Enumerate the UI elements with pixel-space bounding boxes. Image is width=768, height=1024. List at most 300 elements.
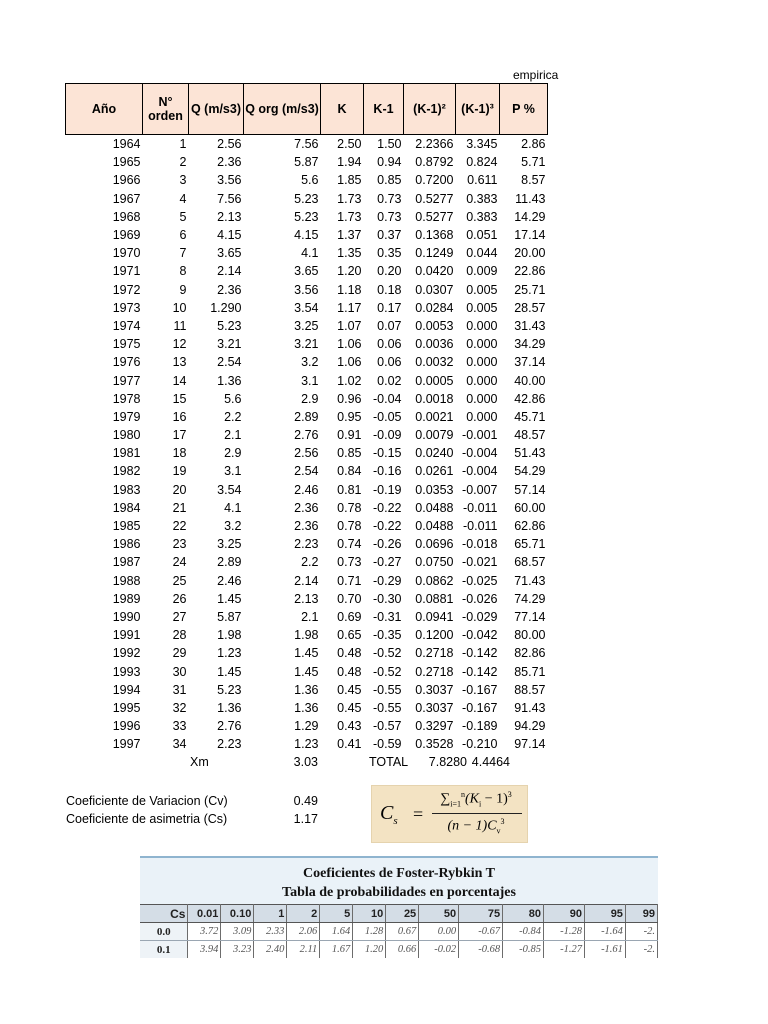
cell-q-org: 2.2: [301, 555, 319, 570]
cell-q: 7.56: [217, 191, 242, 206]
cell-year: 1993: [112, 664, 141, 679]
cell-k-minus-1-squared: 0.0261: [415, 464, 454, 479]
cell-k-minus-1: 0.20: [377, 264, 402, 279]
foster-rybkin-cell: 3.09: [221, 923, 254, 941]
cell-year: 1989: [112, 591, 141, 606]
cell-k-minus-1-cubed: -0.025: [462, 573, 498, 588]
cell-q: 4.1: [224, 500, 242, 515]
cell-probability: 31.43: [514, 318, 546, 333]
foster-rybkin-header-cell: 1: [254, 905, 287, 923]
foster-rybkin-table: [140, 904, 658, 958]
cell-year: 1986: [112, 537, 141, 552]
cell-k: 0.69: [337, 609, 362, 624]
cell-probability: 62.86: [514, 519, 546, 534]
cell-k: 0.70: [337, 591, 362, 606]
cell-k-minus-1-cubed: -0.011: [462, 519, 498, 534]
cell-k: 1.18: [337, 282, 362, 297]
table-row: [66, 244, 548, 262]
cell-k-minus-1-squared: 0.0488: [415, 500, 454, 515]
cell-q: 2.46: [217, 573, 242, 588]
cell-q-org: 2.1: [301, 609, 319, 624]
cell-year: 1966: [112, 173, 141, 188]
table-row: [66, 190, 548, 208]
cell-q-org: 2.13: [294, 591, 319, 606]
cell-k-minus-1-squared: 0.3037: [415, 700, 454, 715]
cell-q-org: 2.46: [294, 482, 319, 497]
cell-year: 1988: [112, 573, 141, 588]
cell-probability: 22.86: [514, 264, 546, 279]
foster-rybkin-cell: -0.67: [459, 923, 503, 941]
cell-probability: 85.71: [514, 664, 546, 679]
foster-rybkin-cell: -0.85: [503, 941, 544, 959]
foster-rybkin-header-cell: 2: [287, 905, 320, 923]
cell-q: 2.76: [217, 719, 242, 734]
table-row: [66, 717, 548, 735]
table-row: [66, 171, 548, 189]
cell-k-minus-1-cubed: -0.189: [462, 719, 498, 734]
cell-q: 2.14: [217, 264, 242, 279]
cell-order: 22: [172, 519, 187, 534]
cell-year: 1994: [112, 682, 141, 697]
table-row: [66, 353, 548, 371]
cell-k-minus-1-cubed: 0.000: [466, 409, 498, 424]
foster-rybkin-cell: 2.06: [287, 923, 320, 941]
cell-q: 2.9: [224, 446, 242, 461]
cell-k-minus-1: -0.30: [373, 591, 402, 606]
cell-k: 0.45: [337, 700, 362, 715]
cell-k-minus-1-squared: 0.0032: [415, 355, 454, 370]
cell-k: 0.85: [337, 446, 362, 461]
cell-k: 1.85: [337, 173, 362, 188]
cell-q-org: 3.1: [301, 373, 319, 388]
cell-q-org: 7.56: [294, 137, 319, 152]
cell-k-minus-1: -0.04: [373, 391, 402, 406]
cell-k: 1.73: [337, 191, 362, 206]
foster-rybkin-title: Coeficientes de Foster-Rybkin T: [303, 866, 495, 881]
cell-k: 1.06: [337, 337, 362, 352]
table-row: [66, 281, 548, 299]
cell-k-minus-1-cubed: -0.004: [462, 446, 498, 461]
cell-year: 1995: [112, 700, 141, 715]
cell-q-org: 5.87: [294, 155, 319, 170]
cell-q: 1.36: [217, 700, 242, 715]
cell-order: 2: [179, 155, 187, 170]
cell-q-org: 3.25: [294, 318, 319, 333]
formula-fraction-bar: [432, 813, 522, 814]
cell-k-minus-1-squared: 0.5277: [415, 191, 454, 206]
cell-order: 28: [172, 628, 187, 643]
cell-k-minus-1: 0.06: [377, 337, 402, 352]
table-row: [66, 481, 548, 499]
cell-probability: 82.86: [514, 646, 546, 661]
cell-k: 2.50: [337, 137, 362, 152]
cell-k-minus-1: -0.29: [373, 573, 402, 588]
cell-k-minus-1-cubed: -0.142: [462, 664, 498, 679]
foster-rybkin-cell: 1.64: [320, 923, 353, 941]
total-label: TOTAL: [369, 755, 409, 769]
cell-k-minus-1-squared: 0.1368: [415, 228, 454, 243]
cell-k-minus-1: 0.73: [377, 209, 402, 224]
cell-year: 1978: [112, 391, 141, 406]
cell-k-minus-1-cubed: -0.007: [462, 482, 498, 497]
cell-year: 1985: [112, 519, 141, 534]
cell-q: 3.2: [224, 519, 242, 534]
cell-k-minus-1-cubed: 0.005: [466, 300, 498, 315]
col-header-k-minus-1-cubed: (K-1)³: [456, 84, 500, 135]
cell-k-minus-1: -0.55: [373, 700, 402, 715]
cell-q-org: 1.23: [294, 737, 319, 752]
cv-value: 0.49: [293, 794, 318, 808]
cell-k-minus-1-cubed: -0.021: [462, 555, 498, 570]
table-row: [66, 517, 548, 535]
cell-k-minus-1: 0.18: [377, 282, 402, 297]
cell-year: 1990: [112, 609, 141, 624]
cell-year: 1979: [112, 409, 141, 424]
cell-probability: 17.14: [514, 228, 546, 243]
cell-k-minus-1-cubed: 3.345: [466, 137, 498, 152]
cell-order: 32: [172, 700, 187, 715]
cell-q: 2.36: [217, 155, 242, 170]
cell-k: 0.91: [337, 428, 362, 443]
cell-probability: 77.14: [514, 609, 546, 624]
table-row: [66, 262, 548, 280]
col-header-order: N° orden: [143, 84, 189, 135]
cell-k-minus-1: -0.59: [373, 737, 402, 752]
foster-rybkin-header-cell: 95: [584, 905, 625, 923]
cell-k-minus-1-cubed: -0.029: [462, 609, 498, 624]
foster-rybkin-header-cell: 99: [625, 905, 657, 923]
cell-k-minus-1: 0.85: [377, 173, 402, 188]
foster-rybkin-cell: -0.68: [459, 941, 503, 959]
cell-k-minus-1-squared: 0.0750: [415, 555, 454, 570]
cell-q: 2.54: [217, 355, 242, 370]
cell-probability: 60.00: [514, 500, 546, 515]
foster-rybkin-cell: 3.72: [188, 923, 221, 941]
table-row: [66, 553, 548, 571]
cell-year: 1974: [112, 318, 141, 333]
cell-k-minus-1-cubed: -0.011: [462, 500, 498, 515]
cell-order: 16: [172, 409, 187, 424]
cell-order: 9: [179, 282, 187, 297]
cell-order: 18: [172, 446, 187, 461]
cell-year: 1972: [112, 282, 141, 297]
cell-probability: 51.43: [514, 446, 546, 461]
cell-probability: 28.57: [514, 300, 546, 315]
cell-q: 3.25: [217, 537, 242, 552]
cell-q-org: 2.54: [294, 464, 319, 479]
cell-q: 2.36: [217, 282, 242, 297]
table-row: [66, 135, 548, 154]
cell-year: 1984: [112, 500, 141, 515]
foster-rybkin-row: [140, 923, 658, 941]
cell-k: 1.06: [337, 355, 362, 370]
cell-q-org: 2.76: [294, 428, 319, 443]
cell-q: 3.56: [217, 173, 242, 188]
cell-probability: 14.29: [514, 209, 546, 224]
cell-order: 33: [172, 719, 187, 734]
cell-q-org: 2.56: [294, 446, 319, 461]
table-row: [66, 335, 548, 353]
cell-k-minus-1-cubed: 0.383: [466, 209, 498, 224]
cell-q: 2.13: [217, 209, 242, 224]
cell-k-minus-1: -0.15: [373, 446, 402, 461]
cell-k: 1.17: [337, 300, 362, 315]
table-row: [66, 462, 548, 480]
cell-year: 1987: [112, 555, 141, 570]
cell-q: 1.36: [217, 373, 242, 388]
cell-year: 1992: [112, 646, 141, 661]
foster-rybkin-cell: -0.84: [503, 923, 544, 941]
table-row: [66, 390, 548, 408]
cell-k-minus-1-squared: 0.7200: [415, 173, 454, 188]
total-cubed-value: 4.4464: [471, 755, 510, 769]
foster-rybkin-header-cell: 25: [386, 905, 419, 923]
foster-rybkin-cell: -2.: [625, 941, 657, 959]
cell-k-minus-1: -0.35: [373, 628, 402, 643]
cell-year: 1973: [112, 300, 141, 315]
foster-rybkin-header-cell: 10: [353, 905, 386, 923]
cell-probability: 5.71: [521, 155, 546, 170]
cs-formula-image: [371, 785, 528, 843]
cell-k-minus-1: -0.26: [373, 537, 402, 552]
foster-rybkin-cell: -1.61: [584, 941, 625, 959]
cell-probability: 57.14: [514, 482, 546, 497]
cell-q-org: 4.1: [301, 246, 319, 261]
table-row: [66, 299, 548, 317]
cell-q: 3.65: [217, 246, 242, 261]
cell-k-minus-1-squared: 0.3037: [415, 682, 454, 697]
cell-k-minus-1-cubed: 0.009: [466, 264, 498, 279]
col-header-q: Q (m/s3): [189, 84, 244, 135]
cell-k-minus-1-cubed: -0.026: [462, 591, 498, 606]
cell-q: 2.2: [224, 409, 242, 424]
cell-k-minus-1-cubed: 0.611: [467, 173, 498, 188]
cell-order: 26: [172, 591, 187, 606]
cell-order: 13: [172, 355, 187, 370]
cell-k-minus-1-cubed: -0.001: [462, 428, 498, 443]
cell-probability: 25.71: [514, 282, 546, 297]
table-row: [66, 626, 548, 644]
table-row: [66, 371, 548, 389]
cell-q-org: 5.23: [294, 209, 319, 224]
cell-k-minus-1-squared: 2.2366: [415, 137, 454, 152]
foster-rybkin-header-cell: 0.01: [188, 905, 221, 923]
cell-k-minus-1-squared: 0.0862: [415, 573, 454, 588]
cell-order: 19: [172, 464, 187, 479]
cell-probability: 74.29: [514, 591, 546, 606]
cell-order: 17: [172, 428, 187, 443]
cell-order: 1: [179, 137, 187, 152]
table-row: [66, 735, 548, 753]
foster-rybkin-header-row: [140, 905, 658, 923]
cell-k: 1.73: [337, 209, 362, 224]
cell-k: 0.48: [337, 664, 362, 679]
cell-k-minus-1-cubed: -0.018: [462, 537, 498, 552]
cell-k: 1.35: [337, 246, 362, 261]
cell-k: 1.94: [337, 155, 362, 170]
cell-q: 4.15: [217, 228, 242, 243]
cell-year: 1969: [112, 228, 141, 243]
cell-probability: 80.00: [514, 628, 546, 643]
xm-value: 3.03: [293, 755, 318, 769]
foster-rybkin-cell: 0.1: [140, 941, 188, 959]
cell-k-minus-1-cubed: 0.383: [466, 191, 498, 206]
foster-rybkin-cell: 0.00: [419, 923, 459, 941]
foster-rybkin-cell: 1.20: [353, 941, 386, 959]
xm-label: Xm: [190, 755, 209, 769]
table-row: [66, 408, 548, 426]
cell-k-minus-1-cubed: -0.167: [462, 682, 498, 697]
cell-order: 20: [172, 482, 187, 497]
foster-rybkin-header-cell: 90: [544, 905, 585, 923]
table-row: [66, 644, 548, 662]
cell-q-org: 1.98: [294, 628, 319, 643]
foster-rybkin-cell: 0.67: [386, 923, 419, 941]
foster-rybkin-row: [140, 941, 658, 959]
cell-probability: 11.43: [515, 191, 546, 206]
cell-probability: 20.00: [514, 246, 546, 261]
cell-k: 1.02: [337, 373, 362, 388]
cell-k-minus-1: -0.57: [373, 719, 402, 734]
table-row: [66, 426, 548, 444]
cell-order: 4: [179, 191, 187, 206]
col-header-year: Año: [66, 84, 143, 135]
cell-k-minus-1-squared: 0.0079: [415, 428, 454, 443]
cell-q-org: 5.23: [294, 191, 319, 206]
cell-probability: 45.71: [514, 409, 546, 424]
cell-k: 0.84: [337, 464, 362, 479]
table-header-row: [66, 84, 548, 135]
cell-order: 34: [172, 737, 187, 752]
cell-year: 1976: [112, 355, 141, 370]
cell-k-minus-1-squared: 0.0240: [415, 446, 454, 461]
cell-k-minus-1-cubed: 0.824: [466, 155, 498, 170]
table-row: [66, 572, 548, 590]
foster-rybkin-cell: 2.11: [287, 941, 320, 959]
cell-k-minus-1-squared: 0.0021: [415, 409, 454, 424]
cell-q: 3.54: [217, 482, 242, 497]
cell-k-minus-1-squared: 0.0881: [415, 591, 454, 606]
table-row: [66, 699, 548, 717]
foster-rybkin-cell: 3.23: [221, 941, 254, 959]
cell-order: 5: [179, 209, 187, 224]
cell-year: 1991: [112, 628, 141, 643]
table-body: [66, 135, 548, 754]
cell-year: 1980: [112, 428, 141, 443]
cell-probability: 34.29: [514, 337, 546, 352]
cell-k-minus-1-squared: 0.0307: [415, 282, 454, 297]
table-row: [66, 590, 548, 608]
cell-k-minus-1-cubed: 0.000: [466, 373, 498, 388]
cell-probability: 97.14: [514, 737, 546, 752]
col-header-k-minus-1: K-1: [364, 84, 404, 135]
cell-q-org: 1.36: [294, 682, 319, 697]
cell-k-minus-1: 0.07: [377, 318, 402, 333]
cell-q-org: 1.29: [294, 719, 319, 734]
empirica-note: empirica: [513, 68, 559, 82]
cell-q-org: 1.36: [294, 700, 319, 715]
cell-q: 2.89: [217, 555, 242, 570]
cell-q: 2.56: [217, 137, 242, 152]
cell-order: 6: [179, 228, 187, 243]
cell-probability: 48.57: [514, 428, 546, 443]
cell-probability: 68.57: [514, 555, 546, 570]
cell-q-org: 3.2: [301, 355, 319, 370]
cell-k: 1.20: [337, 264, 362, 279]
table-row: [66, 153, 548, 171]
cell-probability: 8.57: [521, 173, 546, 188]
cell-order: 24: [172, 555, 187, 570]
foster-rybkin-cell: 0.0: [140, 923, 188, 941]
col-header-k: K: [321, 84, 364, 135]
cell-probability: 37.14: [514, 355, 546, 370]
cell-q: 2.23: [217, 737, 242, 752]
foster-rybkin-cell: -2.: [625, 923, 657, 941]
cell-k-minus-1: -0.52: [373, 664, 402, 679]
cell-k: 0.81: [337, 482, 362, 497]
cell-order: 3: [179, 173, 187, 188]
cell-k-minus-1: -0.22: [373, 500, 402, 515]
cell-k-minus-1: -0.55: [373, 682, 402, 697]
formula-denominator: $(n - 1)C_v^3$: [447, 817, 505, 836]
table-row: [66, 608, 548, 626]
flow-data-table: [65, 83, 548, 753]
table-row: [66, 535, 548, 553]
col-header-probability: P %: [500, 84, 548, 135]
cell-k-minus-1-squared: 0.0284: [415, 300, 454, 315]
cell-q: 3.1: [224, 464, 242, 479]
cell-q: 5.87: [217, 609, 242, 624]
cell-k-minus-1-cubed: 0.051: [466, 228, 498, 243]
foster-rybkin-cell: 3.94: [188, 941, 221, 959]
cell-probability: 54.29: [514, 464, 546, 479]
cell-probability: 65.71: [514, 537, 546, 552]
cell-k-minus-1-cubed: -0.004: [462, 464, 498, 479]
cell-k-minus-1: 0.02: [377, 373, 402, 388]
formula-numerator: $\sum_{i=1}^n(K_i - 1)^3$: [440, 790, 512, 809]
cell-q-org: 2.14: [294, 573, 319, 588]
cell-k-minus-1-squared: 0.0005: [415, 373, 454, 388]
cell-probability: 94.29: [514, 719, 546, 734]
cell-year: 1964: [112, 137, 141, 152]
table-row: [66, 317, 548, 335]
cell-k-minus-1: 0.73: [377, 191, 402, 206]
cell-year: 1970: [112, 246, 141, 261]
cell-year: 1982: [112, 464, 141, 479]
cell-q: 1.98: [217, 628, 242, 643]
cell-q-org: 2.36: [294, 500, 319, 515]
cell-q-org: 2.36: [294, 519, 319, 534]
cell-year: 1996: [112, 719, 141, 734]
cell-q-org: 2.23: [294, 537, 319, 552]
foster-rybkin-header-cell: 5: [320, 905, 353, 923]
cell-q-org: 1.45: [294, 664, 319, 679]
foster-rybkin-cell: 0.66: [386, 941, 419, 959]
foster-rybkin-cell: 2.40: [254, 941, 287, 959]
cell-k-minus-1-squared: 0.0018: [415, 391, 454, 406]
cell-year: 1971: [112, 264, 141, 279]
cell-k: 0.78: [337, 519, 362, 534]
cell-k-minus-1-cubed: 0.005: [466, 282, 498, 297]
cell-k-minus-1-cubed: -0.042: [462, 628, 498, 643]
foster-rybkin-cell: 1.67: [320, 941, 353, 959]
cell-k-minus-1-squared: 0.0696: [415, 537, 454, 552]
cell-q-org: 3.54: [294, 300, 319, 315]
cell-order: 8: [179, 264, 187, 279]
table-row: [66, 662, 548, 680]
table-row: [66, 208, 548, 226]
foster-rybkin-table-image: [140, 856, 658, 958]
